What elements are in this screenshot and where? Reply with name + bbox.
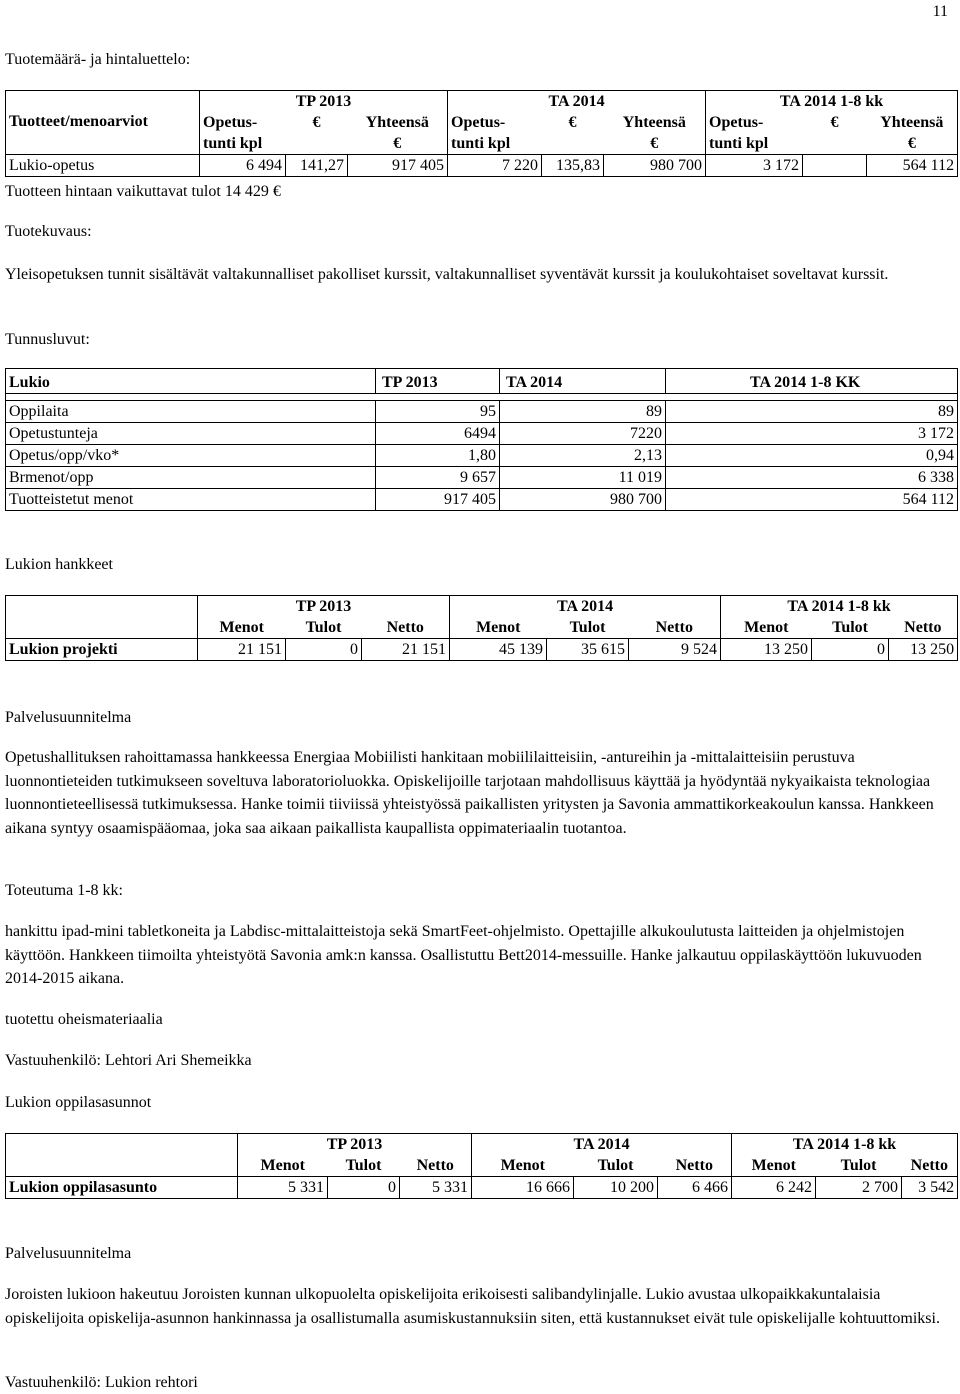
t1-h-euro: € (830, 114, 839, 131)
student-housing-table (5, 1133, 958, 1199)
table-cell: 35 615 (547, 639, 629, 661)
t1-group-tp2013: TP 2013 (200, 91, 448, 113)
t1-h-yhteensa: Yhteensä (365, 114, 429, 131)
heading-palvelusuunnitelma: Palvelusuunnitelma (5, 709, 132, 726)
t4-h-tulot: Tulot (574, 1155, 658, 1177)
table-row (6, 423, 958, 445)
table-row (6, 1177, 958, 1199)
t3-h-netto: Netto (362, 617, 450, 639)
projects-table (5, 595, 958, 661)
responsible-person: Vastuuhenkilö: Lehtori Ari Shemeikka (5, 1052, 252, 1069)
table-cell: 564 112 (666, 489, 958, 511)
table-cell: 7 220 (448, 155, 542, 177)
heading-hankkeet: Lukion hankkeet (5, 556, 113, 573)
table-cell: 13 250 (889, 639, 958, 661)
t1-h-opetus: Opetus- (451, 114, 506, 131)
t4-h-menot: Menot (238, 1155, 328, 1177)
table-cell: 89 (500, 401, 666, 423)
t3-row-label: Lukion projekti (6, 639, 198, 661)
table-row (6, 489, 958, 511)
t2-head-lukio: Lukio (6, 369, 376, 394)
table-cell: 5 331 (238, 1177, 328, 1199)
t2-head-tp2013: TP 2013 (376, 369, 500, 394)
t1-h-euro2: € (650, 135, 659, 152)
heading-palvelusuunnitelma-2: Palvelusuunnitelma (5, 1245, 132, 1262)
table-cell: 2,13 (500, 445, 666, 467)
t4-h-menot: Menot (732, 1155, 816, 1177)
table-cell: 9 657 (376, 467, 500, 489)
table-cell: 6494 (376, 423, 500, 445)
t1-h-tunti: tunti kpl (451, 135, 511, 152)
table-cell: Opetus/opp/vko* (6, 445, 376, 467)
table-cell: 980 700 (604, 155, 706, 177)
table-cell: 135,83 (542, 155, 604, 177)
heading-toteutuma: Toteutuma 1-8 kk: (5, 882, 123, 899)
table-cell: 16 666 (472, 1177, 574, 1199)
table-cell: 917 405 (348, 155, 448, 177)
t4-row-label: Lukion oppilasasunto (6, 1177, 238, 1199)
heading-price-list: Tuotemäärä- ja hintaluettelo: (5, 51, 191, 68)
t4-h-menot: Menot (472, 1155, 574, 1177)
t1-h-euro: € (312, 114, 321, 131)
table-row (6, 639, 958, 661)
t4-h-netto: Netto (658, 1155, 732, 1177)
t4-group-tp2013: TP 2013 (238, 1134, 472, 1156)
t3-group-ta2014-1-8: TA 2014 1-8 kk (721, 596, 958, 618)
t1-h-yhteensa: Yhteensä (622, 114, 686, 131)
t3-h-menot: Menot (721, 617, 812, 639)
t3-h-menot: Menot (450, 617, 547, 639)
palvelusuunnitelma-text: Opetushallituksen rahoittamassa hankkeessa Energiaa Mobiilisti hankitaan mobiililaitteisiin, -antureihin ja -mittalaitteisiin perustuva luonnontieteiden tutkimukseen soveltuva laboratorioluokka. Opiskelijoille tarjotaan mahdollisuus käyttää ja hyödyntää nykyaikaista teknologiaa luonnontieteellisessä tutkimuksessa. Hanke toimii tiiviissä yhteistyössä paikallisten yritysten ja Savonia ammattikorkeakoulun kanssa. Hankkeen aikana syntyy osaamispääomaa, joka saa aikaan paikallista kaupallista oppimateriaalin tuotantoa. (5, 749, 934, 837)
t2-head-ta2014: TA 2014 (500, 369, 666, 394)
table-cell: 0,94 (666, 445, 958, 467)
t3-h-tulot: Tulot (547, 617, 629, 639)
table-cell: 11 019 (500, 467, 666, 489)
table-cell: 6 242 (732, 1177, 816, 1199)
table-cell: 141,27 (286, 155, 348, 177)
t4-group-ta2014: TA 2014 (472, 1134, 732, 1156)
t3-h-tulot: Tulot (812, 617, 889, 639)
table-cell (803, 155, 867, 177)
table-row (6, 445, 958, 467)
table-cell: 564 112 (867, 155, 958, 177)
t1-h-euro: € (568, 114, 577, 131)
table-cell: 10 200 (574, 1177, 658, 1199)
t1-h-tunti: tunti kpl (709, 135, 769, 152)
t3-h-netto: Netto (629, 617, 721, 639)
table-cell: 980 700 (500, 489, 666, 511)
t4-h-netto: Netto (400, 1155, 472, 1177)
t4-h-netto: Netto (902, 1155, 958, 1177)
toteutuma-text: hankittu ipad-mini tabletkoneita ja Labdisc-mittalaitteistoja sekä SmartFeet-ohjelmisto. Opettajille alkukoulutusta laitteiden ja ohjelmistojen käyttöön. Hankkeen tiimoilta yhteistyötä Savonia amk:n kanssa. Osallistuttu Bett2014-messuille. Hanke jalkautuu oppilaskäyttöön lukuvuoden 2014-2015 aikana. (5, 923, 922, 987)
t1-row-label: Lukio-opetus (6, 155, 200, 177)
page-number: 11 (932, 3, 948, 20)
t3-h-menot: Menot (198, 617, 286, 639)
table-cell: 21 151 (362, 639, 450, 661)
t4-group-ta2014-1-8: TA 2014 1-8 kk (732, 1134, 958, 1156)
table-cell: Oppilaita (6, 401, 376, 423)
description-text: Yleisopetuksen tunnit sisältävät valtakunnalliset pakolliset kurssit, valtakunnalliset syventävät kurssit ja koulukohtaiset soveltavat kurssit. (5, 266, 889, 283)
heading-oppilasasunnot: Lukion oppilasasunnot (5, 1094, 152, 1111)
responsible-person-2: Vastuuhenkilö: Lukion rehtori (5, 1374, 198, 1391)
table-cell: 3 542 (902, 1177, 958, 1199)
table-cell: 0 (286, 639, 362, 661)
table-row (6, 155, 958, 177)
table-cell: 6 466 (658, 1177, 732, 1199)
t3-h-netto: Netto (889, 617, 958, 639)
t4-h-tulot: Tulot (328, 1155, 400, 1177)
t1-col-label: Tuotteet/menoarviot (6, 112, 200, 133)
t3-h-tulot: Tulot (286, 617, 362, 639)
t1-group-ta2014-1-8: TA 2014 1-8 kk (706, 91, 958, 113)
t2-head-ta2014-kk: TA 2014 1-8 KK (666, 369, 958, 394)
table-row (6, 401, 958, 423)
t1-h-tunti: tunti kpl (203, 135, 263, 152)
table-cell: 7220 (500, 423, 666, 445)
table-cell: 917 405 (376, 489, 500, 511)
t4-h-tulot: Tulot (816, 1155, 902, 1177)
table-cell: 0 (328, 1177, 400, 1199)
table-cell: 2 700 (816, 1177, 902, 1199)
heading-kpi: Tunnusluvut: (5, 331, 90, 348)
heading-description: Tuotekuvaus: (5, 223, 92, 240)
table-cell: Opetustunteja (6, 423, 376, 445)
table-cell: 21 151 (198, 639, 286, 661)
t1-h-yhteensa: Yhteensä (880, 114, 944, 131)
kpi-table (5, 368, 958, 511)
table-cell: 6 338 (666, 467, 958, 489)
t1-h-euro2: € (393, 135, 402, 152)
table-cell: Brmenot/opp (6, 467, 376, 489)
table-cell: 45 139 (450, 639, 547, 661)
table-cell: 6 494 (200, 155, 286, 177)
table-cell: 5 331 (400, 1177, 472, 1199)
t1-h-opetus: Opetus- (203, 114, 258, 131)
price-list-table (5, 90, 958, 177)
t1-h-opetus: Opetus- (709, 114, 764, 131)
income-line: Tuotteen hintaan vaikuttavat tulot 14 429 € (5, 183, 281, 200)
table-cell: 3 172 (706, 155, 803, 177)
oheismateriaali-text: tuotettu oheismateriaalia (5, 1011, 163, 1028)
palvelusuunnitelma-2-text: Joroisten lukioon hakeutuu Joroisten kunnan ulkopuolelta opiskelijoita erikoisesti salibandylinjalle. Lukio avustaa ulkopaikkakuntalaisia opiskelijoita opiskelija-asunnon hankinnassa ja osallistumalla asumiskustannuksiin siten, että kustannukset eivät tule opiskelijalle kohtuuttomiksi. (5, 1286, 940, 1327)
table-row (6, 467, 958, 489)
t1-group-ta2014: TA 2014 (448, 91, 706, 113)
table-cell: Tuotteistetut menot (6, 489, 376, 511)
table-cell: 1,80 (376, 445, 500, 467)
table-cell: 9 524 (629, 639, 721, 661)
table-cell: 95 (376, 401, 500, 423)
table-cell: 89 (666, 401, 958, 423)
table-cell: 3 172 (666, 423, 958, 445)
t3-group-ta2014: TA 2014 (450, 596, 721, 618)
table-cell: 13 250 (721, 639, 812, 661)
t1-h-euro2: € (907, 135, 916, 152)
table-cell: 0 (812, 639, 889, 661)
t3-group-tp2013: TP 2013 (198, 596, 450, 618)
